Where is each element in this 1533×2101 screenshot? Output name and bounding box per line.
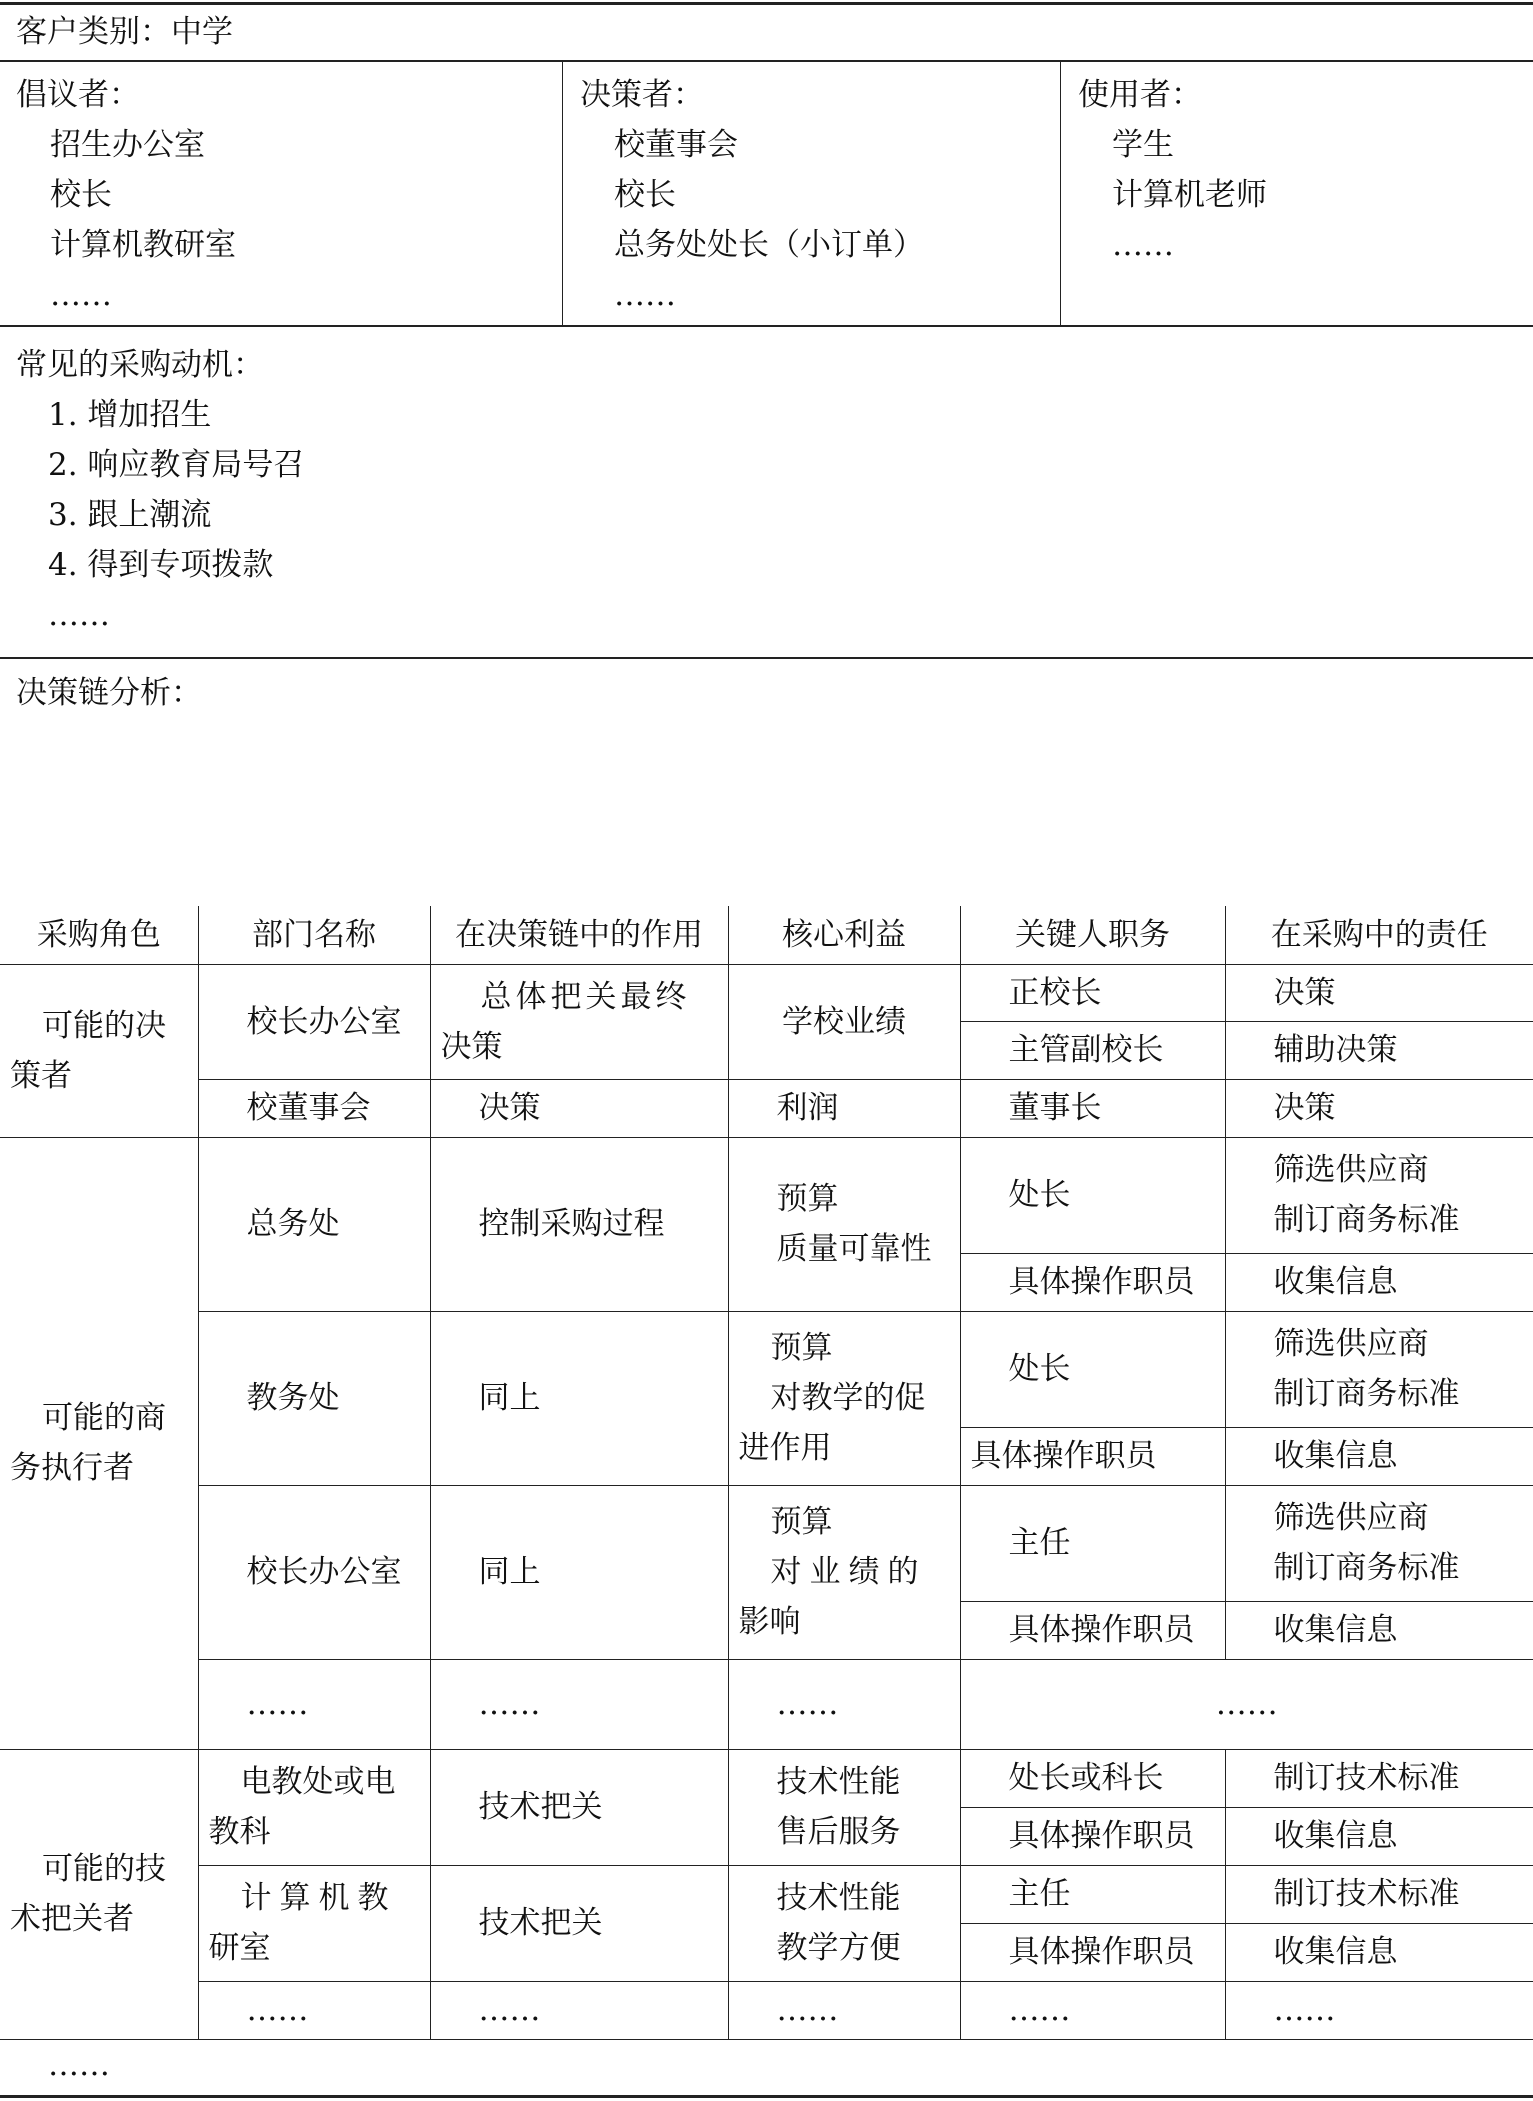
user-item: 学生	[1112, 127, 1174, 163]
resp-cell: 收集信息	[1225, 1923, 1533, 1981]
top-border	[0, 2, 1533, 5]
role-text: 术把关者	[10, 1901, 134, 1937]
motive-item: 3. 跟上潮流	[48, 497, 212, 533]
ellipsis-cell: ……	[728, 1659, 960, 1749]
advocate-block	[16, 70, 236, 320]
resp-cell: 收集信息	[1225, 1427, 1533, 1485]
advocate-item: ……	[50, 277, 112, 313]
interest-cell	[728, 1485, 960, 1659]
ellipsis-cell: ……	[198, 1981, 430, 2039]
divider	[0, 657, 1533, 659]
resp-text: 制订商务标准	[1273, 1202, 1460, 1238]
table-row	[0, 964, 1533, 1021]
ellipsis-cell: ……	[1225, 1981, 1533, 2039]
resp-text: 筛选供应商	[1273, 1500, 1429, 1536]
post-cell: 具体操作职员	[960, 1601, 1225, 1659]
motives-title: 常见的采购动机：	[16, 347, 264, 383]
chain-title: 决策链分析：	[16, 675, 202, 711]
resp-cell: 制订技术标准	[1225, 1749, 1533, 1807]
resp-cell	[1225, 1137, 1533, 1253]
effect-cell: 技术把关	[430, 1865, 728, 1981]
user-item: ……	[1112, 227, 1174, 263]
dept-cell	[198, 1865, 430, 1981]
post-cell: 主管副校长	[960, 1021, 1225, 1079]
dept-cell: 校长办公室	[198, 1485, 430, 1659]
dept-text: 研室	[208, 1930, 271, 1966]
decider-item: 校董事会	[614, 127, 738, 163]
resp-cell: 收集信息	[1225, 1601, 1533, 1659]
resp-text: 筛选供应商	[1273, 1326, 1429, 1362]
post-cell: 正校长	[960, 964, 1225, 1021]
post-cell: 具体操作职员	[960, 1427, 1225, 1485]
user-title: 使用者：	[1078, 77, 1202, 113]
dept-cell: 校长办公室	[198, 964, 430, 1079]
role-cell	[0, 1749, 198, 2039]
resp-cell: 决策	[1225, 964, 1533, 1021]
advocate-item: 校长	[50, 177, 112, 213]
role-cell	[0, 964, 198, 1137]
header-cell: 部门名称	[198, 906, 430, 964]
customer-category: 客户类别：中学	[16, 14, 233, 50]
effect-text: 总体把关最终	[480, 978, 691, 1015]
user-block	[1078, 70, 1267, 270]
table-row	[0, 1311, 1533, 1427]
table-row	[0, 1865, 1533, 1923]
dept-cell	[198, 1749, 430, 1865]
interest-text: 对业绩的	[770, 1554, 927, 1590]
bottom-border	[0, 2095, 1533, 2098]
dept-text: 计算机教	[240, 1880, 397, 1916]
role-text: 可能的商	[42, 1400, 166, 1436]
motives-block	[16, 340, 304, 640]
dept-cell: 校董事会	[198, 1079, 430, 1137]
post-cell: 具体操作职员	[960, 1253, 1225, 1311]
header-cell: 采购角色	[0, 906, 198, 964]
advocate-title: 倡议者：	[16, 77, 140, 113]
table-row	[0, 1749, 1533, 1807]
decider-title: 决策者：	[580, 77, 704, 113]
ellipsis-cell: ……	[198, 1659, 430, 1749]
motive-item: 1. 增加招生	[48, 397, 212, 433]
motive-item: ……	[48, 597, 110, 633]
interest-cell	[728, 1311, 960, 1485]
effect-cell: 决策	[430, 1079, 728, 1137]
resp-cell: 决策	[1225, 1079, 1533, 1137]
table-row	[0, 1485, 1533, 1601]
resp-text: 制订商务标准	[1273, 1550, 1460, 1586]
advocate-item: 招生办公室	[50, 127, 205, 163]
effect-cell	[430, 964, 728, 1079]
interest-text: 技术性能	[776, 1880, 901, 1916]
interest-cell	[728, 1137, 960, 1311]
resp-cell: 制订技术标准	[1225, 1865, 1533, 1923]
interest-text: 对教学的促	[770, 1380, 926, 1416]
role-cell	[0, 1137, 198, 1749]
ellipsis-cell: ……	[960, 1659, 1533, 1749]
post-cell: 董事长	[960, 1079, 1225, 1137]
dept-cell: 教务处	[198, 1311, 430, 1485]
motive-item: 4. 得到专项拨款	[48, 547, 274, 583]
interest-cell: 利润	[728, 1079, 960, 1137]
divider	[0, 60, 1533, 62]
header-cell: 核心利益	[728, 906, 960, 964]
interest-text: 预算	[770, 1330, 833, 1366]
footer-ellipsis: ……	[48, 2047, 110, 2083]
interest-text: 影响	[738, 1604, 801, 1640]
decider-item: ……	[614, 277, 676, 313]
ellipsis-cell: ……	[960, 1981, 1225, 2039]
table-row	[0, 1981, 1533, 2039]
column-divider	[1060, 61, 1061, 325]
advocate-item: 计算机教研室	[50, 227, 236, 263]
motive-item: 2. 响应教育局号召	[48, 447, 305, 483]
interest-text: 售后服务	[776, 1814, 901, 1850]
post-cell: 具体操作职员	[960, 1923, 1225, 1981]
post-cell: 处长	[960, 1311, 1225, 1427]
resp-cell	[1225, 1311, 1533, 1427]
ellipsis-cell: ……	[430, 1659, 728, 1749]
table-header-row	[0, 906, 1533, 964]
header-cell: 关键人职务	[960, 906, 1225, 964]
ellipsis-cell: ……	[430, 1981, 728, 2039]
interest-cell: 学校业绩	[728, 964, 960, 1079]
table-row	[0, 1659, 1533, 1749]
decider-item: 校长	[614, 177, 676, 213]
effect-cell: 同上	[430, 1485, 728, 1659]
resp-cell: 辅助决策	[1225, 1021, 1533, 1079]
interest-cell	[728, 1749, 960, 1865]
role-text: 务执行者	[10, 1450, 134, 1486]
effect-text: 决策	[440, 1028, 503, 1065]
interest-text: 预算	[776, 1181, 839, 1217]
divider	[0, 325, 1533, 327]
effect-cell: 控制采购过程	[430, 1137, 728, 1311]
column-divider	[562, 61, 563, 325]
resp-text: 筛选供应商	[1273, 1152, 1429, 1188]
role-text: 策者	[10, 1057, 72, 1094]
interest-text: 教学方便	[776, 1930, 901, 1966]
ellipsis-cell: ……	[728, 1981, 960, 2039]
decider-item: 总务处处长（小订单）	[614, 227, 924, 263]
header-cell: 在决策链中的作用	[430, 906, 728, 964]
dept-text: 电教处或电	[240, 1764, 396, 1800]
effect-cell: 技术把关	[430, 1749, 728, 1865]
interest-text: 技术性能	[776, 1764, 901, 1800]
resp-cell	[1225, 1485, 1533, 1601]
post-cell: 处长	[960, 1137, 1225, 1253]
resp-cell: 收集信息	[1225, 1253, 1533, 1311]
table-row	[0, 1137, 1533, 1253]
post-cell: 处长或科长	[960, 1749, 1225, 1807]
user-item: 计算机老师	[1112, 177, 1267, 213]
post-cell: 主任	[960, 1485, 1225, 1601]
role-text: 可能的决	[42, 1007, 166, 1044]
effect-cell: 同上	[430, 1311, 728, 1485]
resp-cell: 收集信息	[1225, 1807, 1533, 1865]
interest-text: 进作用	[738, 1430, 832, 1466]
interest-text: 预算	[770, 1504, 833, 1540]
interest-cell	[728, 1865, 960, 1981]
table-row	[0, 1079, 1533, 1137]
resp-text: 制订商务标准	[1273, 1376, 1460, 1412]
interest-text: 质量可靠性	[776, 1231, 932, 1267]
header-cell: 在采购中的责任	[1225, 906, 1533, 964]
post-cell: 主任	[960, 1865, 1225, 1923]
dept-text: 教科	[208, 1814, 271, 1850]
decision-chain-table	[0, 906, 1533, 2040]
post-cell: 具体操作职员	[960, 1807, 1225, 1865]
role-text: 可能的技	[42, 1851, 166, 1887]
decider-block	[580, 70, 924, 320]
dept-cell: 总务处	[198, 1137, 430, 1311]
